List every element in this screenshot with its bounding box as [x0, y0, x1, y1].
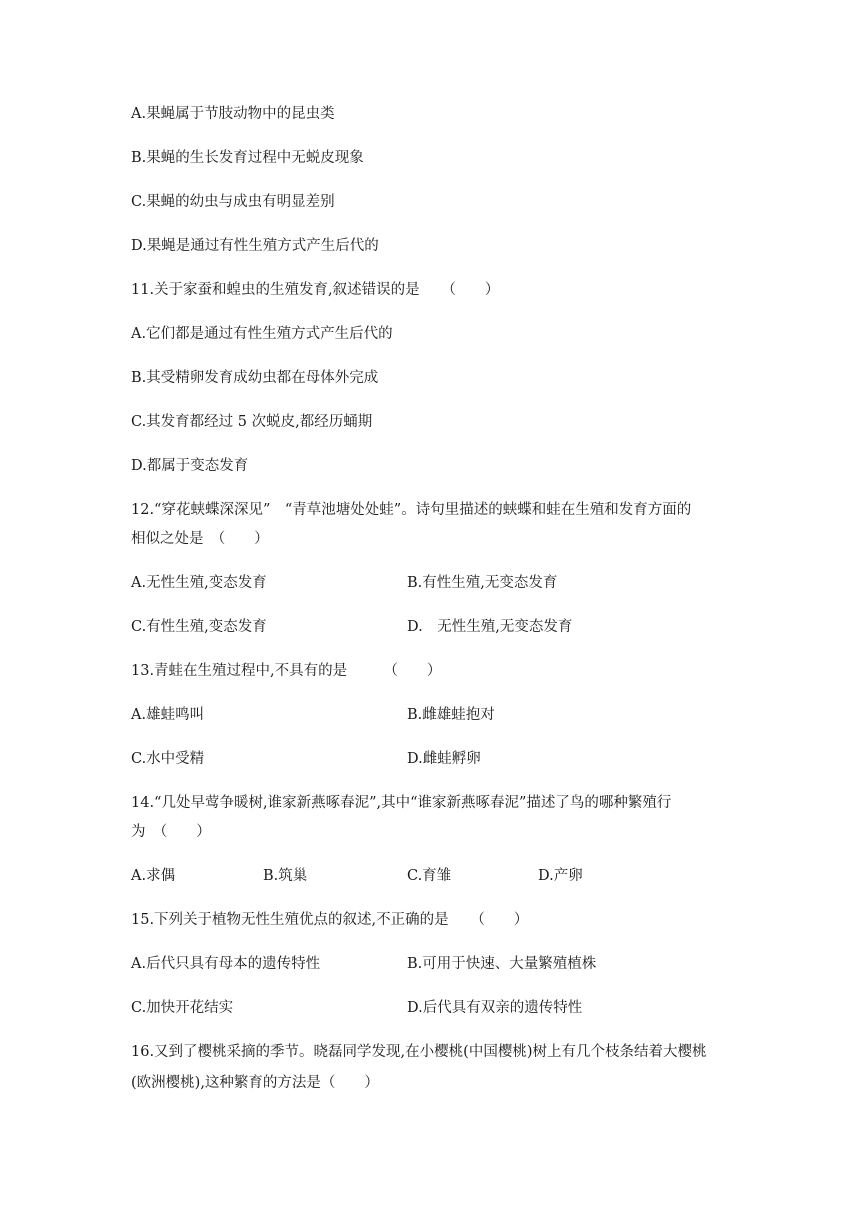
question-12-option-a: A.无性生殖,变态发育	[131, 575, 267, 591]
question-14-stem-line2: 为 （ ）	[131, 824, 211, 840]
prev-option-a: A.果蝇属于节肢动物中的昆虫类	[131, 106, 335, 122]
question-13-option-a: A.雄蛙鸣叫	[131, 707, 205, 723]
question-11-option-c: C.其发育都经过 5 次蜕皮,都经历蛹期	[131, 414, 373, 430]
prev-option-c: C.果蝇的幼虫与成虫有明显差别	[131, 194, 335, 210]
prev-option-b: B.果蝇的生长发育过程中无蜕皮现象	[131, 150, 364, 166]
question-15-option-d: D.后代具有双亲的遗传特性	[407, 1000, 583, 1016]
question-11-option-b: B.其受精卵发育成幼虫都在母体外完成	[131, 370, 379, 386]
question-15-option-c: C.加快开花结实	[131, 1000, 234, 1016]
question-13-option-d: D.雌蛙孵卵	[407, 751, 481, 767]
question-13-option-b: B.雌雄蛙抱对	[407, 707, 495, 723]
question-12-stem-line1: 12.“穿花蛱蝶深深见” “青草池塘处处蛙”。诗句里描述的蛱蝶和蛙在生殖和发育方面的	[131, 502, 692, 518]
question-16-stem-line1: 16.又到了樱桃采摘的季节。晓磊同学发现,在小樱桃(中国樱桃)树上有几个枝条结着大樱桃	[131, 1044, 707, 1060]
question-12-option-d: D. 无性生殖,无变态发育	[407, 619, 573, 635]
question-11-stem: 11.关于家蚕和蝗虫的生殖发育,叙述错误的是 （ ）	[131, 282, 500, 298]
question-12-option-c: C.有性生殖,变态发育	[131, 619, 267, 635]
question-11-option-d: D.都属于变态发育	[131, 458, 249, 474]
question-14-option-b: B.筑巢	[263, 868, 308, 884]
question-14-stem-line1: 14.“几处早莺争暖树,谁家新燕啄春泥”,其中“谁家新燕啄春泥”描述了鸟的哪种繁殖行	[131, 795, 672, 811]
question-14-option-d: D.产卵	[538, 868, 583, 884]
question-16-stem-line2: (欧洲樱桃),这种繁育的方法是（ ）	[131, 1075, 379, 1091]
question-15-option-b: B.可用于快速、大量繁殖植株	[407, 956, 597, 972]
question-13-option-c: C.水中受精	[131, 751, 205, 767]
question-14-option-a: A.求偶	[131, 868, 176, 884]
question-13-stem: 13.青蛙在生殖过程中,不具有的是 （ ）	[131, 663, 442, 679]
prev-option-d: D.果蝇是通过有性生殖方式产生后代的	[131, 238, 379, 254]
question-15-stem: 15.下列关于植物无性生殖优点的叙述,不正确的是 （ ）	[131, 912, 529, 928]
question-15-option-a: A.后代只具有母本的遗传特性	[131, 956, 321, 972]
question-11-option-a: A.它们都是通过有性生殖方式产生后代的	[131, 326, 393, 342]
question-12-stem-line2: 相似之处是 （ ）	[131, 531, 269, 547]
question-12-option-b: B.有性生殖,无变态发育	[407, 575, 558, 591]
question-14-option-c: C.育雏	[407, 868, 452, 884]
